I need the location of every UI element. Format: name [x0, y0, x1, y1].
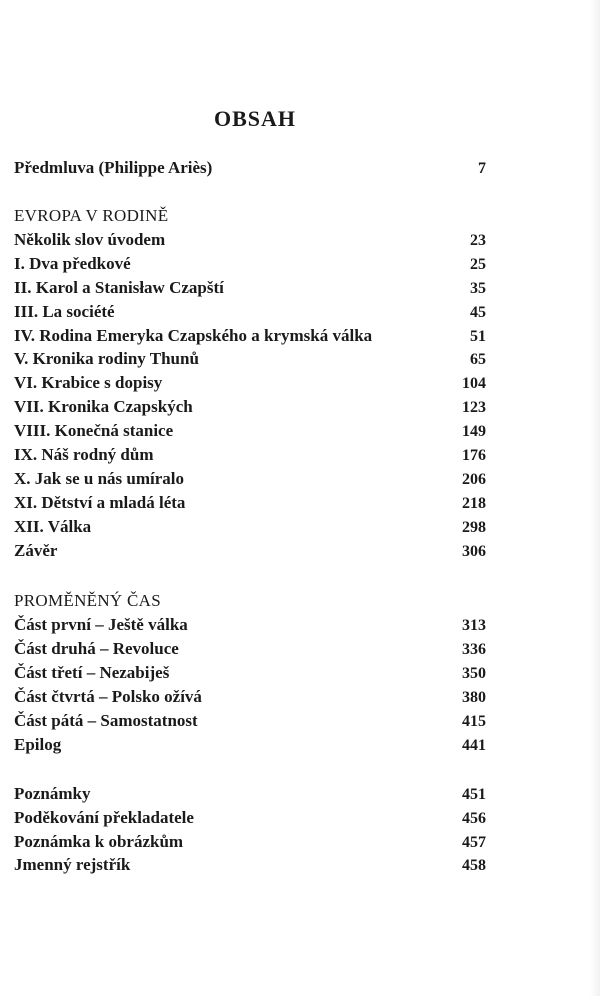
toc-entry-label: IX. Náš rodný dům [14, 445, 154, 465]
back-matter-section [14, 782, 486, 878]
toc-entry-label: Předmluva (Philippe Ariès) [14, 158, 213, 177]
toc-entry-label: X. Jak se u nás umíralo [14, 468, 185, 488]
toc-entry-page: 336 [462, 641, 486, 659]
toc-entry-label: Poznámky [14, 783, 91, 803]
toc-entry-label: Poděkování překladatele [14, 807, 194, 827]
toc-entry-label: Část pátá – Samostatnost [14, 711, 198, 731]
part2-heading: PROMĚNĚNÝ ČAS [14, 591, 162, 611]
toc-entry-label: III. La société [14, 301, 115, 321]
toc-entry-page: 350 [462, 665, 486, 683]
toc-entry [14, 806, 486, 830]
toc-entry [14, 491, 486, 515]
toc-entry-label: I. Dva předkové [14, 253, 131, 273]
toc-entry-page: 380 [462, 689, 486, 707]
toc-entry [14, 419, 486, 443]
toc-entry-label: Část čtvrtá – Polsko ožívá [14, 687, 202, 707]
toc-entry [14, 228, 486, 252]
toc-entry-label: XI. Dětství a mladá léta [14, 492, 186, 512]
toc-entry-page: 23 [470, 232, 486, 249]
toc-entry [14, 252, 486, 276]
toc-entry [14, 371, 486, 395]
page-title: OBSAH [213, 106, 297, 131]
toc-entry-label: Část první – Ještě válka [14, 615, 188, 635]
toc-entry-page: 104 [462, 375, 486, 393]
toc-entry-page: 457 [462, 833, 486, 851]
toc-entry-page: 7 [478, 160, 486, 177]
toc-entry-page: 149 [462, 423, 486, 441]
toc-entry-page: 313 [462, 617, 486, 635]
part1-entries [14, 228, 486, 562]
part1-heading: EVROPA V RODINĚ [14, 206, 169, 225]
toc-entry-label: XII. Válka [14, 516, 92, 536]
toc-entry-page: 176 [462, 447, 486, 465]
toc-entry [14, 733, 486, 757]
part1-section [14, 204, 486, 562]
toc-entry [14, 300, 486, 324]
toc-entry-label: V. Kronika rodiny Thunů [14, 349, 199, 369]
toc-entry [14, 830, 486, 854]
toc-entry [14, 276, 486, 300]
toc-entry [14, 685, 486, 709]
toc-entry-label: Epilog [14, 734, 62, 754]
part2-entries [14, 613, 486, 756]
toc-entry [14, 515, 486, 539]
toc-entry-label: Jmenný rejstřík [14, 855, 131, 875]
toc-entry-page: 306 [462, 542, 486, 560]
toc-entry-label: II. Karol a Stanisław Czapští [14, 277, 224, 297]
toc-entry [14, 782, 486, 806]
toc-entry-label: Část třetí – Nezabiješ [14, 663, 170, 683]
toc-entry [14, 613, 486, 637]
toc-entry-label: VII. Kronika Czapských [14, 397, 193, 417]
toc-entry-page: 206 [462, 470, 486, 488]
toc-entry [14, 324, 486, 348]
toc-entry-label: IV. Rodina Emeryka Czapského a krymská válka [14, 325, 373, 345]
toc-entry-page: 51 [470, 327, 486, 345]
toc-entry-label: Několik slov úvodem [14, 230, 166, 249]
toc-entry [14, 637, 486, 661]
foreword-section [14, 152, 486, 184]
toc-entry-page: 441 [462, 736, 486, 754]
toc-entry-page: 218 [462, 494, 486, 512]
toc-entry-label: Část druhá – Revoluce [14, 639, 179, 659]
toc-entry-label: VI. Krabice s dopisy [14, 373, 163, 393]
toc-entry-foreword [14, 152, 486, 184]
back-matter-entries [14, 782, 486, 878]
toc-entry [14, 539, 486, 563]
toc-entry-page: 298 [462, 518, 486, 536]
toc-entry-label: Poznámka k obrázkům [14, 831, 184, 851]
toc-entry-page: 458 [462, 857, 486, 875]
toc-entry-page: 456 [462, 809, 486, 827]
toc-entry [14, 443, 486, 467]
toc-entry-page: 25 [470, 255, 486, 273]
toc-entry-label: Závěr [14, 540, 58, 560]
toc-entry-page: 65 [470, 351, 486, 369]
toc-entry [14, 395, 486, 419]
toc-entry-page: 123 [462, 399, 486, 417]
toc-entry-page: 35 [470, 279, 486, 297]
toc-entry-label: VIII. Konečná stanice [14, 421, 174, 441]
table-of-contents [14, 152, 486, 877]
toc-entry [14, 709, 486, 733]
toc-entry-page: 415 [462, 713, 486, 731]
part2-section [14, 589, 486, 756]
toc-entry-page: 45 [470, 303, 486, 321]
toc-entry [14, 661, 486, 685]
toc-entry [14, 467, 486, 491]
toc-entry [14, 853, 486, 877]
toc-entry-page: 451 [462, 785, 486, 803]
toc-entry [14, 347, 486, 371]
page-edge-shadow [590, 0, 600, 996]
